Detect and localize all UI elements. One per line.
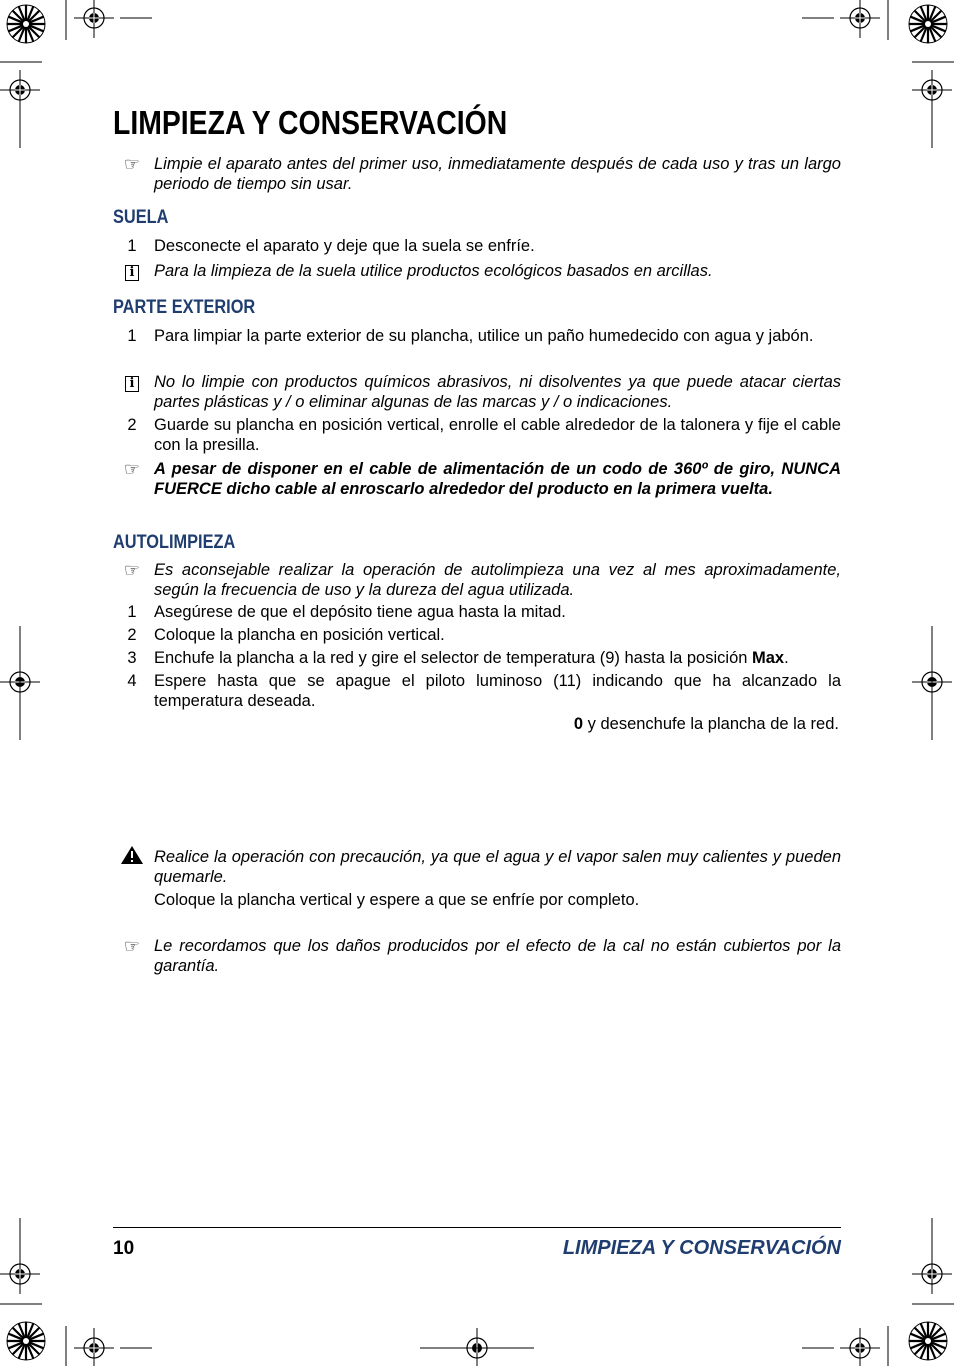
auto-note: ☞ Es aconsejable realizar la operación de autolimpieza una vez al mes aproximadamente, según la frecuencia de uso y la dureza del agua utilizada. — [113, 561, 841, 600]
intro-note: ☞ Limpie el aparato antes del primer uso, inmediatamente después de cada uso y tras un largo periodo de tiempo sin usar. — [113, 155, 841, 194]
auto-step-5: 0 y desenchufe la plancha de la red. — [573, 715, 839, 733]
section-heading-suela: SUELA — [113, 207, 169, 228]
suela-info: i Para la limpieza de la suela utilice productos ecológicos basados en arcillas. — [113, 262, 841, 282]
exterior-step-2: 2 Guarde su plancha en posición vertical, enrolle el cable alrededor de la talonera y fije el cable con la presilla. — [127, 416, 841, 454]
auto-final-note: ☞ Le recordamos que los daños producidos por el efecto de la cal no están cubiertos por la garantía. — [113, 937, 841, 976]
exterior-step-1: 1 Para limpiar la parte exterior de su plancha, utilice un paño humedecido con agua y jabón. — [127, 327, 814, 345]
auto-caution: Realice la operación con precaución, ya que el agua y el vapor salen muy calientes y pueden quemarle. — [113, 848, 841, 887]
exterior-warning-note: ☞ A pesar de disponer en el cable de alimentación de un codo de 360º de giro, NUNCA FUERCE dicho cable al enroscarlo alrededor del producto en la primera vuelta. — [113, 460, 841, 499]
section-heading-autolimpieza: AUTOLIMPIEZA — [113, 532, 236, 553]
pointing-hand-icon: ☞ — [123, 154, 141, 174]
info-icon: i — [125, 265, 139, 281]
page-number: 10 — [113, 1238, 135, 1259]
footer-rule — [113, 1227, 841, 1228]
auto-step-2: 2 Coloque la plancha en posición vertical. — [127, 626, 445, 644]
pointing-hand-icon: ☞ — [123, 560, 141, 580]
pointing-hand-icon: ☞ — [123, 936, 141, 956]
auto-after-caution: Coloque la plancha vertical y espere a que se enfríe por completo. — [154, 891, 640, 909]
auto-step-3: 3 Enchufe la plancha a la red y gire el selector de temperatura (9) hasta la posición Max. — [127, 649, 789, 667]
auto-step-4: 4 Espere hasta que se apague el piloto luminoso (11) indicando que ha alcanzado la temperatura deseada. — [127, 672, 841, 710]
info-icon: i — [125, 376, 139, 392]
section-heading-exterior: PARTE EXTERIOR — [113, 297, 256, 318]
exterior-info: i No lo limpie con productos químicos abrasivos, ni disolventes ya que puede atacar ciertas partes plásticas y / o eliminar algunas de las marcas y / o indicaciones. — [113, 373, 841, 412]
pointing-hand-icon: ☞ — [123, 459, 141, 479]
suela-step-1: 1 Desconecte el aparato y deje que la suela se enfríe. — [127, 237, 535, 255]
warning-triangle-icon — [113, 848, 151, 871]
auto-step-1: 1 Asegúrese de que el depósito tiene agua hasta la mitad. — [127, 603, 566, 621]
page-title: LIMPIEZA Y CONSERVACIÓN — [113, 104, 508, 141]
footer-section-title: LIMPIEZA Y CONSERVACIÓN — [562, 1237, 841, 1259]
